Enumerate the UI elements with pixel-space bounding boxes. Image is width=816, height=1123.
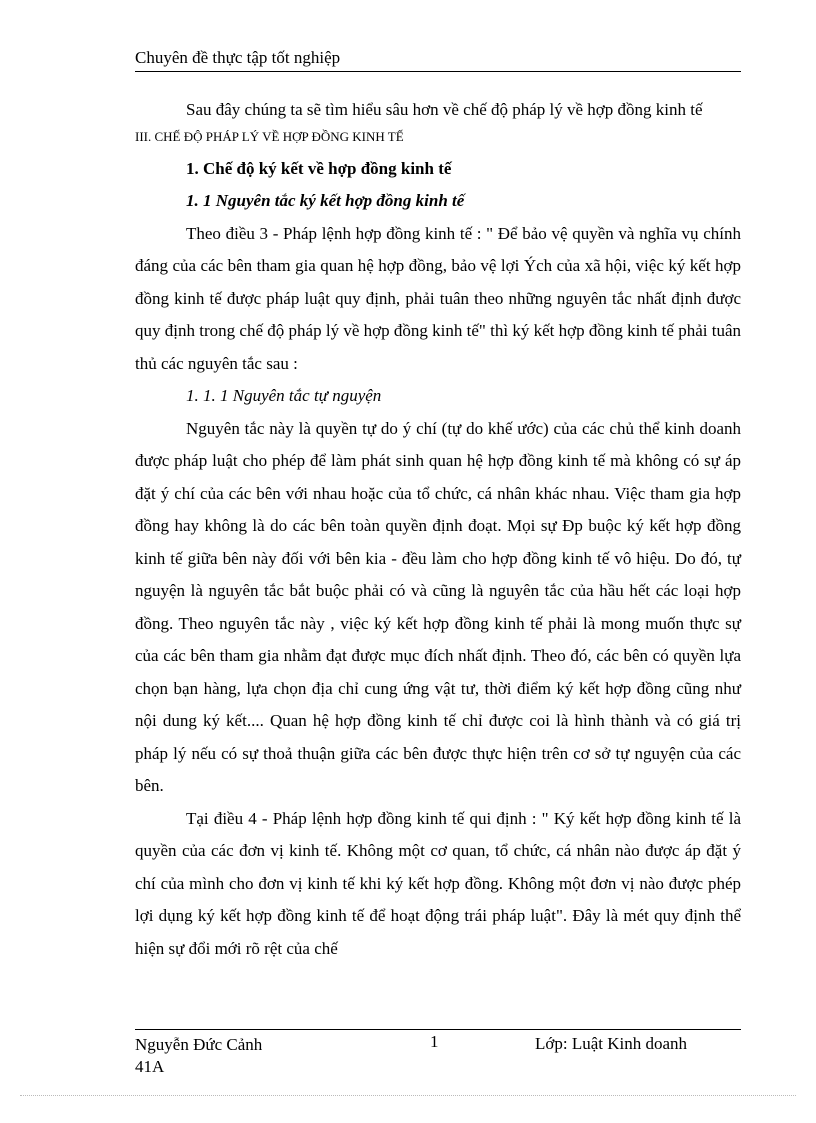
section-title: III. CHẾ ĐỘ PHÁP LÝ VỀ HỢP ĐỒNG KINH TẾ	[135, 128, 404, 144]
footer-divider	[135, 1029, 741, 1030]
paragraph-article-3: Theo điều 3 - Pháp lệnh hợp đồng kinh tế : " Để bảo vệ quyền và nghĩa vụ chính đáng của các bên tham gia quan hệ hợp đồng, bảo vệ lợi Ých của xã hội, việc ký kết hợp đồng kinh tế được pháp luật quy định, phải tuân theo những nguyên tắc nhất định được quy định trong chế độ pháp lý về hợp đồng kinh tế" thì ký kết hợp đồng kinh tế phải tuân thủ các nguyên tắc sau :	[135, 223, 741, 373]
footer-author: Nguyễn Đức Cảnh 41A	[135, 1035, 263, 1076]
page-header: Chuyên đề thực tập tốt nghiệp	[135, 47, 741, 72]
paragraph-article-4: Tại điều 4 - Pháp lệnh hợp đồng kinh tế qui định : " Ký kết hợp đồng kinh tế là quyền của các đơn vị kinh tế. Không một cơ quan, tổ chức, cá nhân nào được áp đặt ý chí của mình cho đơn vị kinh tế khi ký kết hợp đồng. Không một đơn vị nào được phép lợi dụng ký kết hợp đồng kinh tế để hoạt động trái pháp luật". Đây là mét quy định thể hiện sự đổi mới rõ rệt của chế	[135, 808, 741, 958]
heading-level-3: 1. 1. 1 Nguyên tắc tự nguyện	[186, 386, 382, 405]
document-body	[135, 94, 741, 965]
page-boundary	[20, 1095, 796, 1096]
heading-level-1: 1. Chế độ ký kết về hợp đồng kinh tế	[186, 158, 452, 178]
intro-paragraph: Sau đây chúng ta sẽ tìm hiểu sâu hơn về chế độ pháp lý về hợp đồng kinh tế	[186, 100, 703, 119]
footer-class: Lớp: Luật Kinh doanh	[535, 1034, 688, 1053]
page-number: 1	[430, 1032, 439, 1051]
paragraph-voluntary-principle: Nguyên tắc này là quyền tự do ý chí (tự do khế ước) của các chủ thể kinh doanh được pháp luật cho phép để làm phát sinh quan hệ hợp đồng kinh tế mà không có sự áp đặt ý chí của các bên với nhau hoặc của tổ chức, cá nhân khác nhau. Việc tham gia hợp đồng hay không là do các bên toàn quyền định đoạt. Mọi sự Đp buộc ký kết hợp đồng kinh tế giữa bên này đối với bên kia - đều làm cho hợp đồng kinh tế vô hiệu. Do đó, tự nguyện là nguyên tắc bắt buộc phải có và cũng là nguyên tắc của hầu hết các loại hợp đồng. Theo nguyên tắc này , việc ký kết hợp đồng kinh tế phải là mong muốn thực sự của các bên tham gia nhằm đạt được mục đích nhất định. Theo đó, các bên có quyền lựa chọn bạn hàng, lựa chọn địa chỉ cung ứng vật tư, thời điểm ký kết hợp đồng cũng như nội dung ký kết.... Quan hệ hợp đồng kinh tế chỉ được coi là hình thành và có giá trị pháp lý nếu có sự thoả thuận giữa các bên được thực hiện trên cơ sở tự nguyện của các bên.	[135, 418, 741, 795]
heading-level-2: 1. 1 Nguyên tắc ký kết hợp đồng kinh tế	[186, 191, 465, 210]
